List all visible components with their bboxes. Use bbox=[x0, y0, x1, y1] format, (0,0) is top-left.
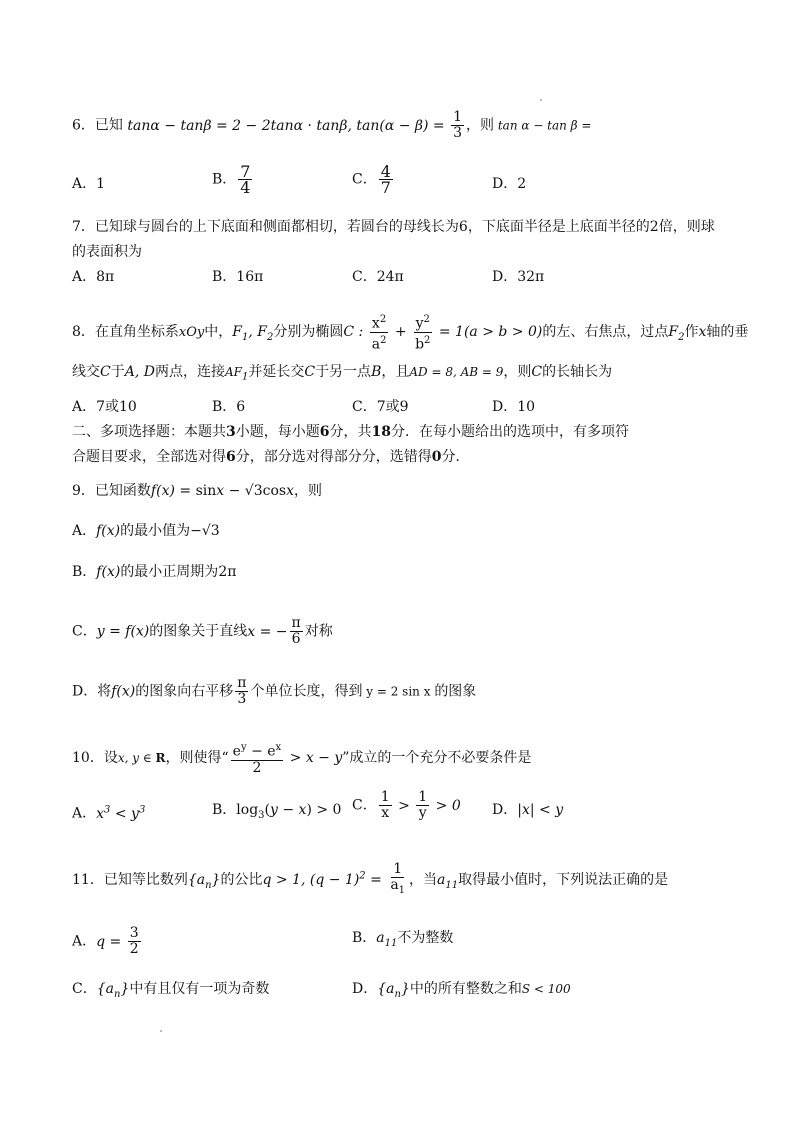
q11-option-d: D．$\{a_n\}$中的所有整数之和S < 100 bbox=[352, 981, 571, 1000]
q8-option-a: A．7或10 bbox=[72, 399, 137, 415]
q6-then: ，则 bbox=[466, 117, 495, 134]
q7-option-c: C．24π bbox=[352, 269, 404, 285]
q10-option-b: B．$\log_3(y - x) > 0$ bbox=[212, 802, 342, 821]
q6-option-b: B． $\frac{7}{4}$ bbox=[212, 162, 251, 197]
q7-option-a: A．8π bbox=[72, 269, 115, 285]
q10-option-a: A．$x^3 < y^3$ bbox=[72, 804, 146, 822]
scan-speck bbox=[540, 99, 542, 101]
q8-stem-line2: 线交C于A, D两点，连接$AF_1$并延长交C于另一点B，且AD = 8, AB = 9，则C的长轴长为 bbox=[72, 364, 613, 383]
q8-option-c: C．7或9 bbox=[352, 399, 409, 415]
q6-option-d: D．2 bbox=[492, 176, 527, 192]
q9-stem: 9．已知函数f(x) = sinx − √3cosx，则 bbox=[72, 483, 322, 499]
q7-stem-line2: 的表面积为 bbox=[72, 244, 142, 260]
section2-heading-line2: 合题目要求，全部选对得6分，部分选对得部分分，选错得0分． bbox=[72, 449, 470, 465]
q7-option-b: B．16π bbox=[212, 269, 264, 285]
q10-stem: 10．设x, y ∈ R，则使得“ $\frac{e^y - e^x}{2}$ > x − y”成立的一个充分不必要条件是 bbox=[72, 742, 532, 776]
q6-formula: tanα − tanβ = 2 − 2tanα · tanβ, tan(α − β) = $\frac{1}{3}$ bbox=[127, 109, 463, 141]
q8-option-d: D．10 bbox=[492, 399, 536, 415]
section2-heading-line1: 二、多项选择题：本题共3小题，每小题6分，共18分．在每小题给出的选项中，有多项符 bbox=[72, 424, 629, 440]
q6-stem bbox=[72, 110, 591, 141]
q11-option-a: A．q = $\frac{3}{2}$ bbox=[72, 925, 139, 957]
q9-option-a: A．f(x)的最小值为−√3 bbox=[72, 523, 220, 539]
q10-option-d: D．|x| < y bbox=[492, 802, 564, 818]
q11-option-c: C．$\{a_n\}$中有且仅有一项为奇数 bbox=[72, 981, 270, 1000]
q6-number: 6．已知 bbox=[72, 117, 123, 134]
q8-stem-line1: 8．在直角坐标系xOy中，$F_1$, $F_2$分别为椭圆C : $\frac{x^2}{a^2}$ + $\frac{y^2}{b^2}$ = 1(a > b > 0)的左、右焦点，过点$F_2$作x轴的垂 bbox=[72, 314, 749, 353]
q9-option-b: B．f(x)的最小正周期为2π bbox=[72, 564, 237, 580]
q10-option-c: C． $\frac{1}{x}$ > $\frac{1}{y}$ > 0 bbox=[352, 789, 461, 821]
q9-option-d: D．将f(x)的图象向右平移 $\frac{\pi}{3}$ 个单位长度，得到 y = 2 sin x 的图象 bbox=[72, 675, 477, 707]
q11-option-b: B．$a_{11}$不为整数 bbox=[352, 930, 454, 949]
scan-speck bbox=[160, 1030, 162, 1032]
q6-option-a: A．1 bbox=[72, 176, 106, 192]
q8-option-b: B．6 bbox=[212, 399, 246, 415]
q7-option-d: D．32π bbox=[492, 269, 545, 285]
q6-target: tan α − tan β = bbox=[494, 118, 592, 133]
q6-option-c: C． $\frac{4}{7}$ bbox=[352, 162, 391, 197]
q11-stem: 11．已知等比数列$\{a_n\}$的公比q > 1, $(q - 1)^2$ = $\frac{1}{a_1}$ ，当$a_{11}$取得最小值时，下列说法正确的是 bbox=[72, 861, 669, 896]
q9-option-c: C．y = f(x)的图象关于直线x = − $\frac{\pi}{6}$ 对称 bbox=[72, 615, 333, 647]
q7-stem-line1: 7．已知球与圆台的上下底面和侧面都相切，若圆台的母线长为6，下底面半径是上底面半径的2倍，则球 bbox=[72, 219, 715, 235]
